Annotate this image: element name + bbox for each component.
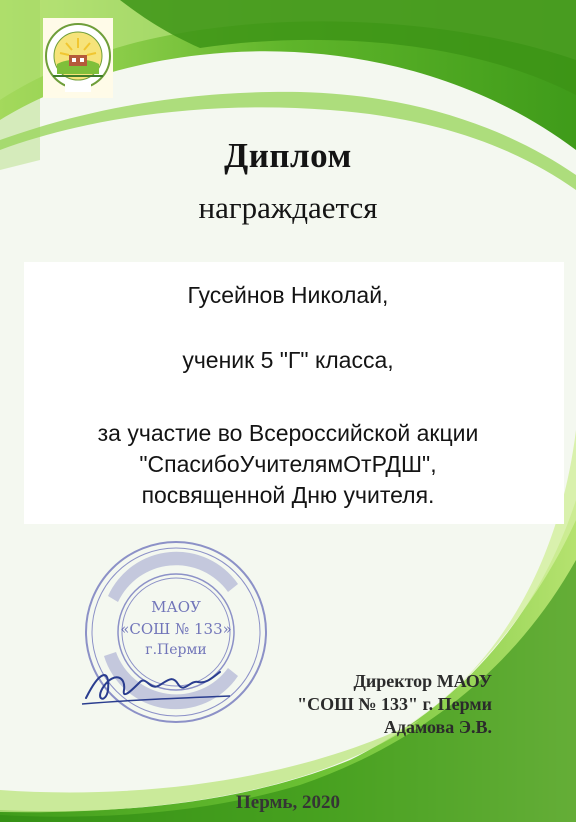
director-title: Директор МАОУ (353, 671, 492, 691)
director-signature-block (297, 670, 492, 739)
award-reason (0, 418, 576, 511)
award-reason-line: посвященной Дню учителя. (141, 482, 435, 508)
director-signature (80, 660, 240, 710)
svg-text:МАОУ: МАОУ (151, 598, 201, 616)
recipient-name: Гусейнов Николай, (187, 282, 389, 308)
recipient-grade: ученик 5 "Г" класса, (182, 347, 394, 373)
director-name: Адамова Э.В. (383, 717, 492, 737)
diploma-subtitle: награждается (198, 190, 378, 225)
diploma-title: Диплом (224, 136, 352, 175)
city-year: Пермь, 2020 (236, 792, 340, 813)
school-logo (43, 18, 113, 98)
award-reason-line: за участие во Всероссийской акции (97, 420, 479, 446)
award-reason-line: "СпасибоУчителямОтРДШ", (139, 451, 437, 477)
director-school: "СОШ № 133" г. Перми (297, 694, 492, 714)
svg-text:г.Перми: г.Перми (145, 642, 207, 658)
svg-text:«СОШ № 133»: «СОШ № 133» (120, 620, 232, 638)
